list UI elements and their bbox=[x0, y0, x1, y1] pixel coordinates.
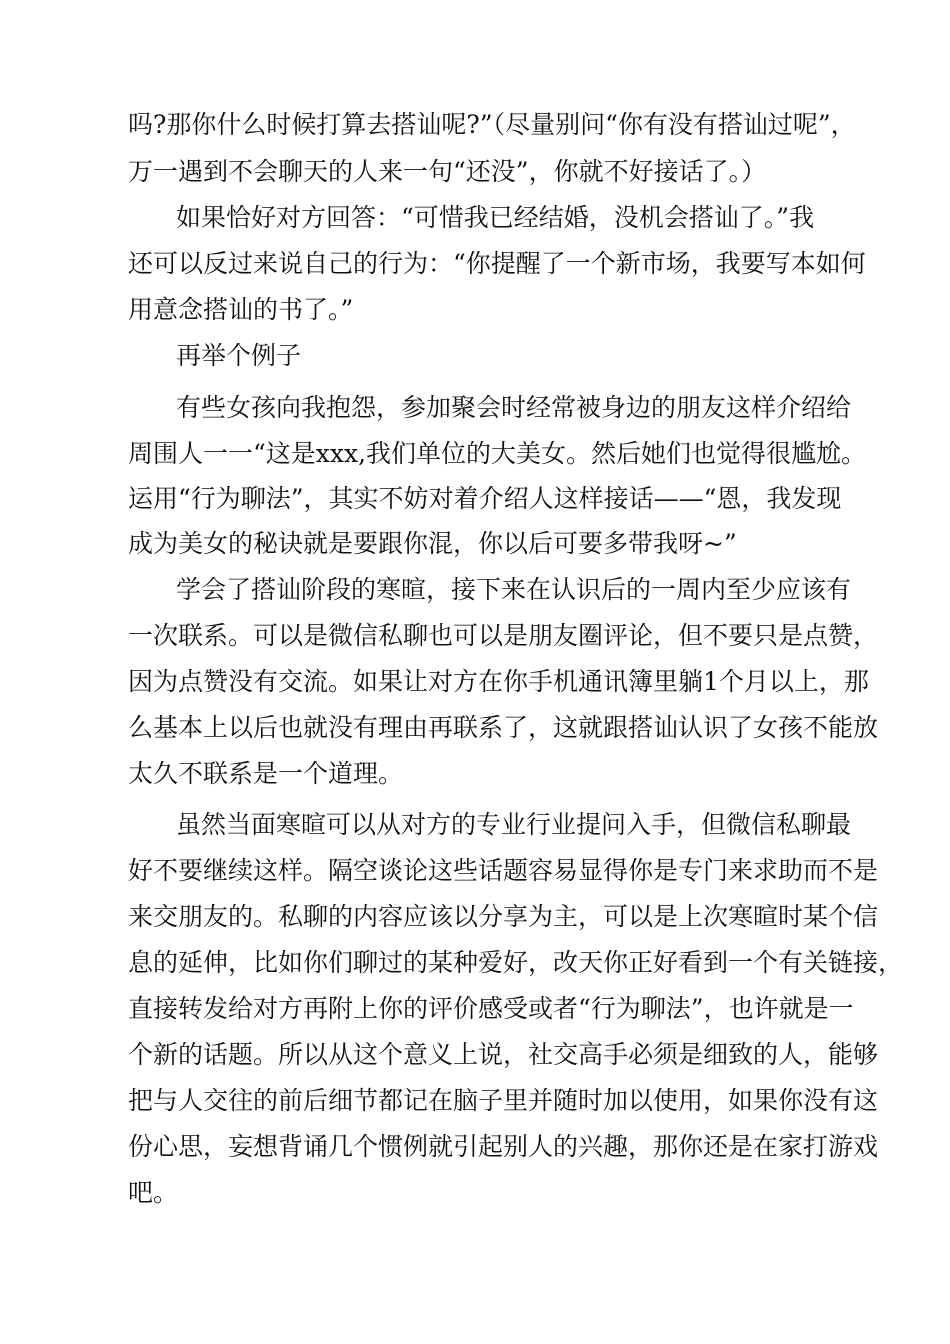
text-line: 虽然当面寒暄可以从对方的专业行业提问入手，但微信私聊最 bbox=[176, 810, 852, 839]
text-line: 用意念搭讪的书了。” bbox=[128, 295, 354, 324]
text-line: 吧。 bbox=[128, 1178, 179, 1207]
text-line: 个新的话题。所以从这个意义上说，社交高手必须是细致的人，能够 bbox=[128, 1040, 879, 1069]
text-line: 份心思，妄想背诵几个惯例就引起别人的兴趣，那你还是在家打游戏 bbox=[128, 1132, 879, 1161]
text-line: 因为点赞没有交流。如果让对方在你手机通讯簿里躺1个月以上，那 bbox=[128, 667, 869, 696]
text-line: 还可以反过来说自己的行为：“你提醒了一个新市场，我要写本如何 bbox=[128, 249, 866, 278]
text-line: 成为美女的秘诀就是要跟你混，你以后可要多带我呀~” bbox=[128, 529, 737, 558]
text-line: 息的延伸，比如你们聊过的某种爱好，改天你正好看到一个有关链接， bbox=[128, 948, 904, 977]
text-line: 好不要继续这样。隔空谈论这些话题容易显得你是专门来求助而不是 bbox=[128, 856, 879, 885]
text-line: 太久不联系是一个道理。 bbox=[128, 759, 404, 788]
text-line: 运用“行为聊法”，其实不妨对着介绍人这样接话——“恩，我发现 bbox=[128, 484, 842, 513]
text-line: 一次联系。可以是微信私聊也可以是朋友圈评论，但不要只是点赞， bbox=[128, 621, 879, 650]
text-line: 来交朋友的。私聊的内容应该以分享为主，可以是上次寒暄时某个信 bbox=[128, 902, 879, 931]
text-line: 么基本上以后也就没有理由再联系了，这就跟搭讪认识了女孩不能放 bbox=[128, 713, 879, 742]
section-heading: 再举个例子 bbox=[176, 341, 302, 370]
text-line: 直接转发给对方再附上你的评价感受或者“行为聊法”，也许就是一 bbox=[128, 994, 854, 1023]
text-line: 有些女孩向我抱怨，参加聚会时经常被身边的朋友这样介绍给 bbox=[176, 393, 852, 422]
text-line: 把与人交往的前后细节都记在脑子里并随时加以使用，如果你没有这 bbox=[128, 1086, 879, 1115]
text-line: 如果恰好对方回答：“可惜我已经结婚，没机会搭讪了。”我 bbox=[176, 203, 815, 232]
text-line: 周围人一一“这是xxx,我们单位的大美女。然后她们也觉得很尴尬。 bbox=[128, 439, 867, 468]
text-line: 学会了搭讪阶段的寒暄，接下来在认识后的一周内至少应该有 bbox=[176, 575, 852, 604]
text-line: 吗?那你什么时候打算去搭讪呢?”（尽量别问“你有没有搭讪过呢”， bbox=[128, 110, 856, 139]
text-line: 万一遇到不会聊天的人来一句“还没”，你就不好接话了。） bbox=[128, 157, 767, 186]
